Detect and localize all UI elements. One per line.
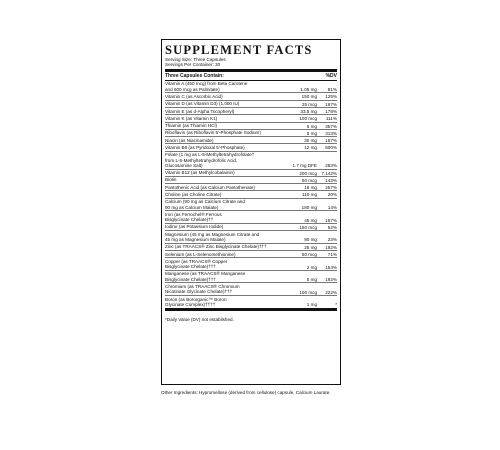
- nutrient-amount: 100 mcg: [299, 116, 317, 122]
- nutrient-dv: 52%: [327, 224, 337, 230]
- nutrient-name: Folate (1 mg as L-5-Methyltetrahydrofolate† from L-5-Methyltetrahydrofolic Acid, Glucosamine Salt): [165, 152, 255, 168]
- nutrient-amount: 12 mg: [304, 145, 317, 151]
- nutrient-amount: 50 mcg: [301, 251, 317, 257]
- nutrient-amount: 180 mg: [301, 204, 317, 210]
- servings-per-container: Servings Per Container: 30: [165, 62, 221, 68]
- nutrient-name: Thiamin (as Thiamin HCl): [165, 123, 217, 129]
- nutrient-name: Iodine (as Potassium Iodide): [165, 224, 224, 230]
- nutrient-row: [165, 101, 337, 108]
- nutrient-dv: 313%: [325, 130, 337, 136]
- nutrient-dv: 192%: [325, 277, 337, 283]
- nutrient-amount: 5 mg: [306, 130, 317, 136]
- nutrient-row: [165, 199, 337, 212]
- nutrient-name: Zinc (as TRAACS® Zinc Bisglycinate Chelate)†††: [165, 244, 267, 250]
- nutrient-row: [165, 224, 337, 231]
- nutrient-row: [165, 81, 337, 94]
- nutrient-row: [165, 115, 337, 122]
- nutrient-amount: 33.5 mg: [300, 108, 317, 114]
- nutrient-name: Vitamin E (as d-Alpha Tocopheryl): [165, 108, 235, 114]
- nutrient-name: Calcium (90 mg as Calcium Citrate and 90 mg as Calcium Malate): [165, 199, 245, 210]
- nutrient-name: Vitamin A (450 mcg) from Beta Carotene and 600 mcg as Palmitate): [165, 81, 248, 92]
- nutrient-dv: 143%: [325, 177, 337, 183]
- nutrient-amount: 1.05 mg: [300, 87, 317, 93]
- nutrient-dv: 600%: [325, 145, 337, 151]
- nutrient-dv: 257%: [325, 185, 337, 191]
- other-ingredients: Other Ingredients: Hypromellose (derived from cellulose) capsule, Calcium Laurate.: [161, 390, 331, 395]
- nutrient-dv: 167%: [325, 217, 337, 223]
- nutrient-row: [165, 177, 337, 184]
- nutrient-row: [165, 283, 337, 296]
- nutrient-dv: 14%: [327, 204, 337, 210]
- nutrient-name: Iron (as Ferrochel® Ferrous Bisglycinate Chelate)††: [165, 211, 222, 223]
- nutrient-dv: *: [335, 302, 337, 308]
- nutrient-dv: 71%: [327, 251, 337, 257]
- nutrient-row: [165, 231, 337, 244]
- nutrient-dv: 7,142%: [321, 170, 337, 176]
- nutrient-name: Pantothenic Acid (as Calcium Pantothenate): [165, 184, 255, 190]
- nutrient-row: [165, 184, 337, 191]
- nutrient-row: [165, 93, 337, 100]
- nutrient-name: Vitamin D (as Vitamin D3) (1,000 IU): [165, 101, 240, 107]
- nutrient-amount: 110 mg: [302, 192, 317, 198]
- header-contains: Three Capsules Contain:: [165, 72, 224, 79]
- nutrient-dv: 192%: [325, 244, 337, 250]
- nutrient-amount: 25 mg: [304, 244, 317, 250]
- panel-title: SUPPLEMENT FACTS: [165, 43, 313, 57]
- nutrient-row: [165, 170, 337, 177]
- nutrient-dv: 167%: [325, 101, 337, 107]
- nutrient-row: [165, 244, 337, 251]
- nutrient-dv: 178%: [325, 108, 337, 114]
- nutrient-amount: 5 mg: [306, 277, 317, 283]
- nutrient-name: Selenium (as L-Selenomethionine): [165, 251, 236, 257]
- nutrient-amount: 18 mg: [304, 185, 317, 191]
- nutrient-row: [165, 211, 337, 224]
- nutrient-amount: 100 mcg: [299, 289, 317, 295]
- nutrient-name: Choline (as Choline Citrate): [165, 191, 222, 197]
- nutrient-dv: 357%: [325, 123, 337, 129]
- nutrient-row: [165, 130, 337, 137]
- nutrient-name: Riboflavin (as Riboflavin 5'-Phosphate Sodium): [165, 130, 261, 136]
- nutrient-row: [165, 191, 337, 198]
- nutrient-row: [165, 123, 337, 130]
- nutrient-name: Chromium (as TRAACS® Chromium Nicotinate Glycinate Chelate)†††: [165, 283, 240, 295]
- nutrient-amount: 150 mcg: [299, 224, 317, 230]
- nutrient-row: [165, 258, 337, 271]
- serving-size: Serving Size: Three Capsules: [165, 57, 226, 62]
- nutrient-row: [165, 251, 337, 258]
- nutrient-amount: 30 mg: [304, 138, 317, 144]
- nutrient-dv: 222%: [325, 289, 337, 295]
- nutrient-dv: 81%: [327, 87, 337, 93]
- nutrient-dv: 111%: [325, 116, 337, 122]
- nutrient-row: [165, 108, 337, 115]
- nutrient-amount: 1.7 mg DFE: [292, 163, 317, 169]
- supplement-facts-panel: [161, 39, 341, 385]
- nutrient-amount: 2 mg: [306, 264, 317, 270]
- nutrient-amount: 25 mcg: [301, 101, 317, 107]
- nutrient-amount: 200 mcg: [299, 170, 317, 176]
- nutrient-name: Niacin (as Niacinamide): [165, 137, 214, 143]
- nutrient-name: Vitamin K (as Vitamin K1): [165, 115, 218, 121]
- nutrient-rows: [165, 81, 337, 311]
- footnote: *Daily Value (DV) not established.: [165, 316, 234, 322]
- nutrient-dv: 154%: [325, 264, 337, 270]
- nutrient-name: Copper (as TRAACS® Copper Bisglycinate Chelate)†††: [165, 258, 228, 270]
- nutrient-amount: 150 mg: [301, 94, 317, 100]
- header-dv: %DV: [325, 72, 337, 79]
- nutrient-row: [165, 271, 337, 284]
- nutrient-dv: 283%: [325, 163, 337, 169]
- nutrient-name: Biotin: [165, 177, 177, 183]
- nutrient-amount: 1 mg: [306, 302, 317, 308]
- nutrient-name: Vitamin B12 (as Methylcobalamin): [165, 170, 235, 176]
- nutrient-amount: 50 mcg: [301, 177, 317, 183]
- nutrient-dv: 23%: [327, 237, 337, 243]
- nutrient-row: [165, 152, 337, 170]
- nutrient-amount: 90 mg: [304, 237, 317, 243]
- nutrient-row: [165, 144, 337, 151]
- table-header: [165, 72, 337, 80]
- nutrient-amount: 5 mg: [306, 123, 317, 129]
- nutrient-dv: 167%: [325, 138, 337, 144]
- nutrient-amount: 45 mg: [304, 217, 317, 223]
- nutrient-dv: 20%: [327, 192, 337, 198]
- nutrient-name: Magnesium (45 mg as Magnesium Citrate and 45 mg as Magnesium Malate): [165, 231, 260, 242]
- nutrient-name: Vitamin C (as Ascorbic Acid): [165, 93, 223, 99]
- nutrient-dv: 125%: [325, 94, 337, 100]
- nutrient-row: [165, 137, 337, 144]
- nutrient-row: [165, 296, 337, 311]
- nutrient-name: Manganese (as TRAACS® Manganese Bisglycinate Chelate)†††: [165, 271, 246, 282]
- nutrient-name: Vitamin B6 (as Pyridoxal 5'-Phosphate): [165, 144, 245, 150]
- nutrient-name: Boron (as Bororganic™ Boron Glycinate Complex)††††: [165, 296, 227, 307]
